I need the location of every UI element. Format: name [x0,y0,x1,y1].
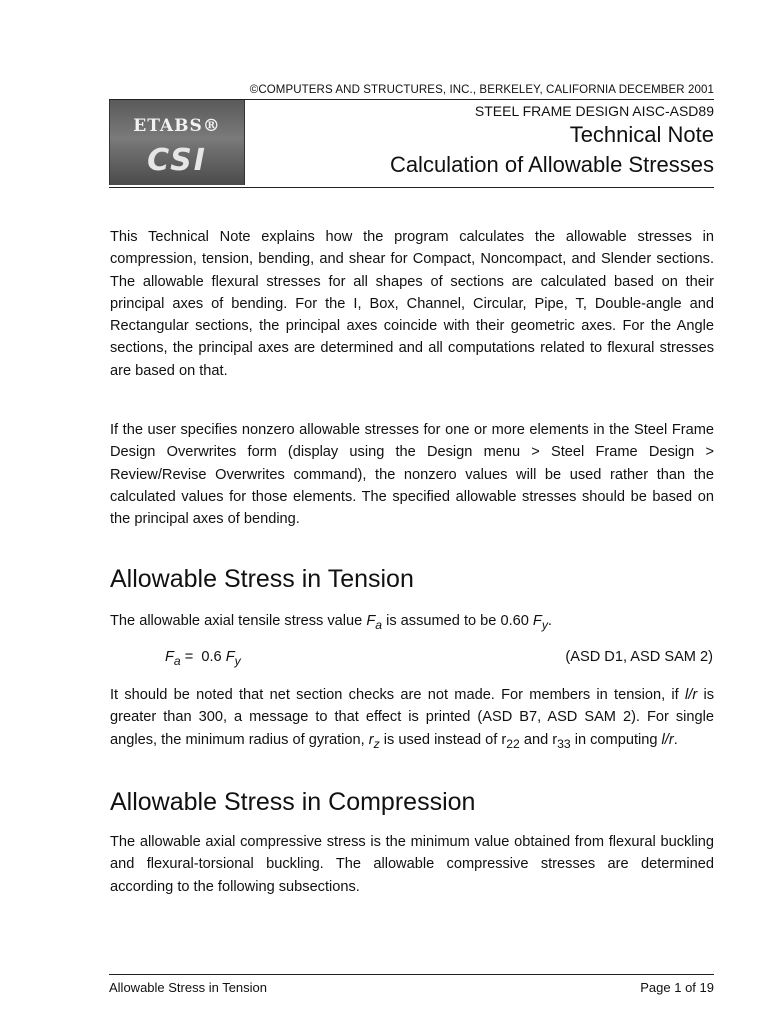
etabs-csi-logo [109,100,245,185]
header-titles [390,100,714,178]
overwrites-paragraph: If the user specifies nonzero allowable stresses for one or more elements in the Steel Frame Design Overwrites form (display using the Design menu > Steel Frame Design > Review/Revise Overwrites command), the nonzero values will be used rather than the calculated values for those elements. The specified allowable stresses should be based on the principal axes of bending. [110,422,714,528]
note-type: Technical Note [569,122,714,147]
page-number: Page 1 of 19 [640,980,714,995]
logo-company-text: CSI [147,143,207,178]
page-footer [109,974,714,995]
page-title: Calculation of Allowable Stresses [389,152,714,177]
document-header [109,99,714,188]
tension-note: It should be noted that net section checks are not made. For members in tension, if l/r is greater than 300, a message to that effect is printed (ASD B7, ASD SAM 2). For single angles, the minimum radius of gyration, $r_z$ is used instead of $r_{22}$ and $r_{33}$ in computing l/r. [110,687,715,751]
intro-paragraph: This Technical Note explains how the program calculates the allowable stresses in compression, tension, bending, and shear for Compact, Noncompact, and Slender sections. The allowable flexural stresses for all shapes of sections are calculated based on their principal axes of bending. For the I, Box, Channel, Circular, Pipe, T, Double-angle and Rectangular sections, the principal axes coincide with their geometric axes. For the Angle sections, the principal axes are determined and all computations related to flexural stresses are based on that. [110,229,714,379]
footer-section: Allowable Stress in Tension [109,980,268,995]
equation-formula: $F_a = 0.6$ $F_y$ [165,649,241,668]
logo-product-text: ETABS® [133,116,221,136]
tension-intro: The allowable axial tensile stress value $F_a$ is assumed to be 0.60 $F_y$. [110,613,552,632]
copyright-line: ©COMPUTERS AND STRUCTURES, INC., BERKELEY, CALIFORNIA DECEMBER 2001 [249,84,714,96]
tension-heading: Allowable Stress in Tension [110,565,414,593]
tension-equation [165,649,713,668]
compression-intro: The allowable axial compressive stress is the minimum value obtained from flexural buckling and flexural-torsional buckling. The allowable compressive stresses are determined according to the following subsections. [110,834,714,895]
equation-reference: (ASD D1, ASD SAM 2) [565,649,713,665]
series-title: STEEL FRAME DESIGN AISC-ASD89 [474,103,714,119]
compression-heading: Allowable Stress in Compression [110,788,476,816]
